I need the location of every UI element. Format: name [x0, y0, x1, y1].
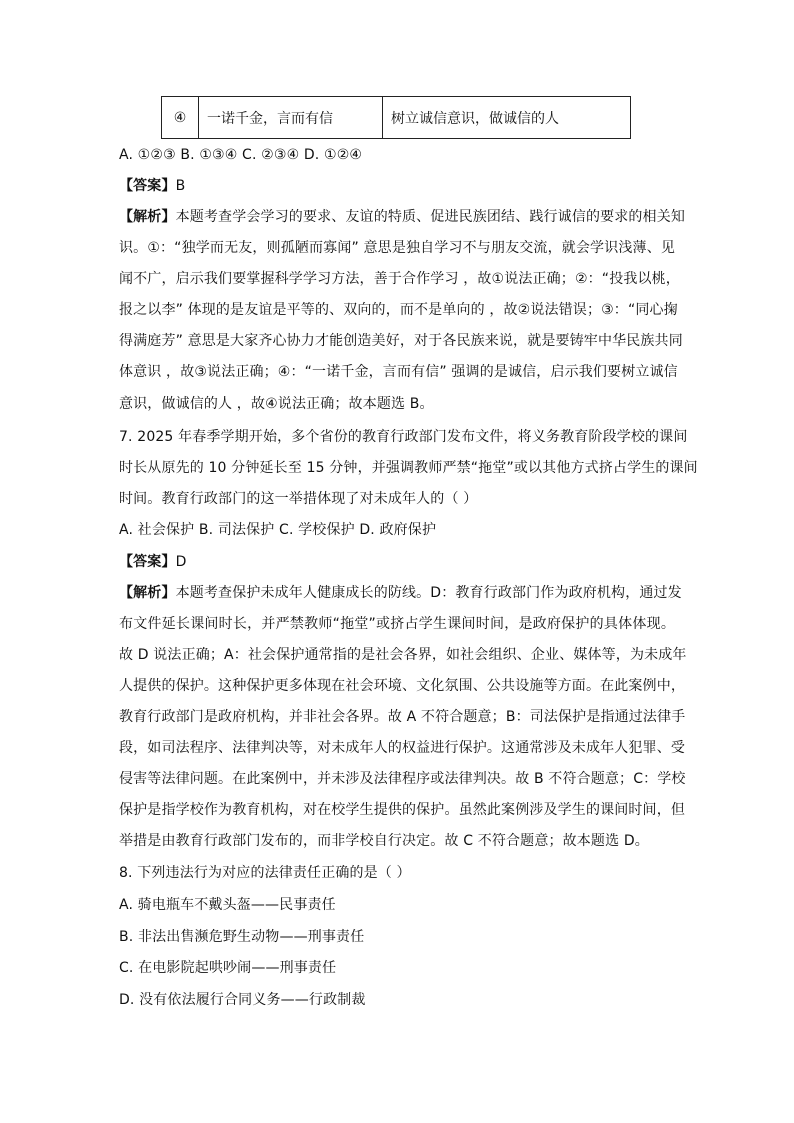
q7-stem-line: 时长从原先的 10 分钟延长至 15 分钟，并强调教师严禁“拖堂”或以其他方式挤占学生的课间 [119, 460, 698, 476]
q7-analysis-line: 举措是由教育行政部门发布的，而非学校自行决定。故 C 不符合题意；故本题选 D。 [119, 833, 649, 849]
q7-answer [119, 552, 187, 572]
q6-options: A. ①②③ B. ①③④ C. ②③④ D. ①②④ [119, 147, 363, 163]
q7-stem-line: 时间。教育行政部门的这一举措体现了对未成年人的（ ） [119, 491, 478, 507]
q7-analysis-line: 保护是指学校作为教育机构，对在校学生提供的保护。虽然此案例涉及学生的课间时间，但 [119, 802, 685, 818]
saying-cell: 一诺千金，言而有信 [199, 97, 383, 139]
option-table [161, 96, 631, 139]
meaning-cell: 树立诚信意识，做诚信的人 [383, 97, 631, 139]
q8-option-c: C. 在电影院起哄吵闹——刑事责任 [119, 960, 337, 976]
q8-option-b: B. 非法出售濒危野生动物——刑事责任 [119, 929, 365, 945]
q7-analysis-line: 布文件延长课间时长，并严禁教师“拖堂”或挤占学生课间时间，是政府保护的具体体现。 [119, 616, 675, 632]
q8-option-a: A. 骑电瓶车不戴头盔——民事责任 [119, 897, 336, 913]
analysis-label: 【解析】 [119, 209, 176, 225]
q6-answer [119, 176, 185, 196]
analysis-label: 【解析】 [119, 585, 176, 601]
q6-analysis-line: 意识，做诚信的人 ，故④说法正确；故本题选 B。 [119, 396, 434, 412]
answer-value: D [175, 554, 187, 570]
q7-options: A. 社会保护 B. 司法保护 C. 学校保护 D. 政府保护 [119, 522, 437, 538]
q6-analysis-line: 【解析】本题考查学会学习的要求、友谊的特质、促进民族团结、践行诚信的要求的相关知 [119, 209, 686, 225]
answer-label: 【答案】 [119, 554, 176, 570]
q7-analysis-line: 【解析】本题考查保护未成年人健康成长的防线。D：教育行政部门作为政府机构，通过发 [119, 585, 682, 601]
answer-label: 【答案】 [119, 178, 176, 194]
q6-analysis-line: 报之以李” 体现的是友谊是平等的、双向的，而不是单向的 ，故②说法错误；③：“同心掬 [119, 302, 678, 318]
q7-analysis-line: 教育行政部门是政府机构，并非社会各界。故 A 不符合题意；B：司法保护是指通过法律手 [119, 709, 686, 725]
q7-analysis-line: 段，如司法程序、法律判决等，对未成年人的权益进行保护。这通常涉及未成年人犯罪、受 [119, 740, 685, 756]
q8-option-d: D. 没有依法履行合同义务——行政制裁 [119, 992, 366, 1008]
answer-value: B [175, 178, 186, 194]
row-number: ④ [162, 97, 199, 139]
q6-analysis-line: 识。①：“独学而无友，则孤陋而寡闻” 意思是独自学习不与朋友交流，就会学识浅薄、见 [119, 240, 675, 256]
q7-analysis-line: 人提供的保护。这种保护更多体现在社会环境、文化氛围、公共设施等方面。在此案例中， [119, 678, 685, 694]
q8-stem: 8. 下列违法行为对应的法律责任正确的是（ ） [119, 865, 411, 881]
q7-stem-line: 7. 2025 年春季学期开始，多个省份的教育行政部门发布文件，将义务教育阶段学校的课间 [119, 429, 688, 445]
q7-analysis-line: 故 D 说法正确；A：社会保护通常指的是社会各界，如社会组织、企业、媒体等，为未成年 [119, 647, 687, 663]
q6-analysis-line: 得满庭芳” 意思是大家齐心协力才能创造美好，对于各民族来说，就是要铸牢中华民族共同 [119, 333, 683, 349]
q6-analysis-line: 体意识 ，故③说法正确；④：“一诺千金，言而有信” 强调的是诚信，启示我们要树立诚信 [119, 364, 678, 380]
q6-analysis-line: 闻不广，启示我们要掌握科学学习方法，善于合作学习 ，故①说法正确；②：“投我以桃， [119, 271, 680, 287]
q7-analysis-line: 侵害等法律问题。在此案例中，并未涉及法律程序或法律判决。故 B 不符合题意；C：学校 [119, 771, 686, 787]
table-row [162, 97, 631, 139]
